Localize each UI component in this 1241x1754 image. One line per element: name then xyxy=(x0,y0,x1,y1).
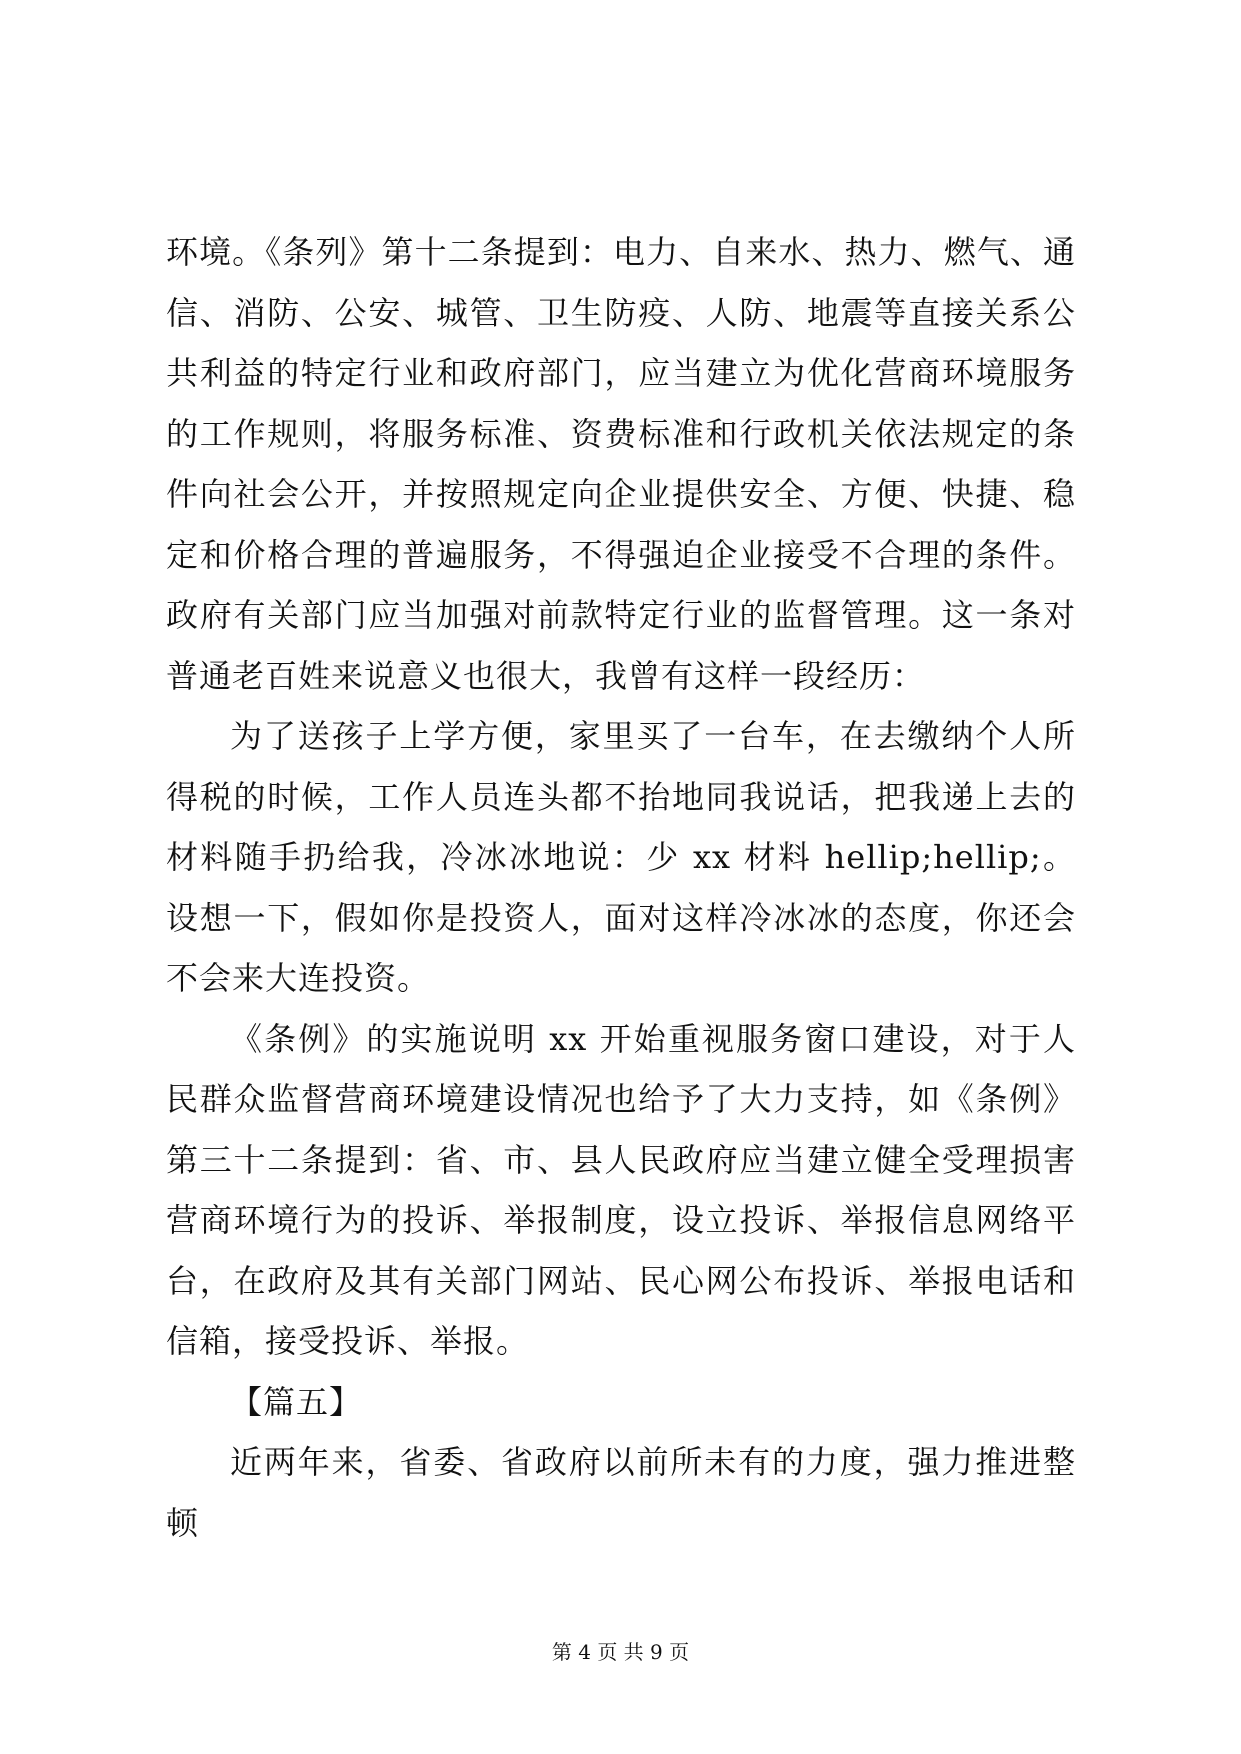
document-body xyxy=(166,222,1076,1553)
section-heading: 【篇五】 xyxy=(230,1382,363,1421)
paragraph-personal-experience: 为了送孩子上学方便，家里买了一台车，在去缴纳个人所得税的时候，工作人员连头都不抬地同我说话，把我递上去的材料随手扔给我，冷冰冰地说：少 xx 材料 hellip;hellip;。设想一下，假如你是投资人，面对这样冷冰冰的态度，你还会不会来大连投资。 xyxy=(166,717,1076,997)
paragraph-section-five-start: 近两年来，省委、省政府以前所未有的力度，强力推进整顿 xyxy=(166,1443,1076,1542)
paragraph-continuation: 环境。《条列》第十二条提到：电力、自来水、热力、燃气、通信、消防、公安、城管、卫生防疫、人防、地震等直接关系公共利益的特定行业和政府部门，应当建立为优化营商环境服务的工作规则，将服务标准、资费标准和行政机关依法规定的条件向社会公开，并按照规定向企业提供安全、方便、快捷、稳定和价格合理的普遍服务，不得强迫企业接受不合理的条件。政府有关部门应当加强对前款特定行业的监督管理。这一条对普通老百姓来说意义也很大，我曾有这样一段经历： xyxy=(166,233,1076,695)
page-number-footer: 第 4 页 共 9 页 xyxy=(551,1640,690,1664)
paragraph-regulation-implementation: 《条例》的实施说明 xx 开始重视服务窗口建设，对于人民群众监督营商环境建设情况也给予了大力支持，如《条例》第三十二条提到：省、市、县人民政府应当建立健全受理损害营商环境行为的投诉、举报制度，设立投诉、举报信息网络平台，在政府及其有关部门网站、民心网公布投诉、举报电话和信箱，接受投诉、举报。 xyxy=(166,1019,1076,1360)
